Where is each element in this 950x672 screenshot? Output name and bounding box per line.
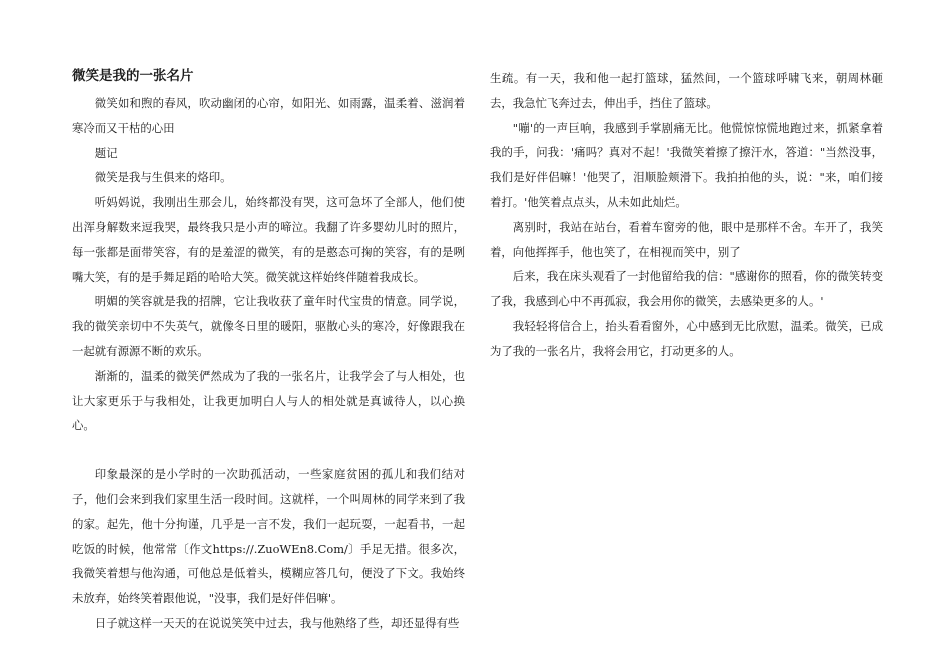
intro-paragraph: 微笑如和煦的春风，吹动幽闭的心帘，如阳光、如雨露，温柔着、滋润着寒冷而又干枯的心田 [72, 96, 465, 135]
paragraph: 日子就这样一天天的在说说笑笑中过去，我与他熟络了些，却还显得有些 [94, 615, 460, 630]
right-column [490, 66, 883, 364]
paragraph: 离别时，我站在站台，看着车窗旁的他，眼中是那样不舍。车开了，我笑着，向他挥挥手，他也笑了，在相视而笑中，别了 [490, 219, 883, 259]
paragraph: 听妈妈说，我刚出生那会儿，始终都没有哭，这可急坏了全部人，他们使出浑身解数来逗我哭，最终我只是小声的啼泣。我翻了许多婴幼儿时的照片，每一张都是面带笑容，有的是羞涩的微笑，有的是憨态可掬的笑容，有的是咧嘴大笑，有的是手舞足蹈的哈哈大笑。微笑就这样始终伴随着我成长。 [72, 195, 465, 284]
paragraph: 我轻轻将信合上，抬头看看窗外，心中感到无比欣慰，温柔。微笑，已成为了我的一张名片，我将会用它，打动更多的人。 [490, 318, 883, 358]
paragraph: 印象最深的是小学时的一次助孤活动，一些家庭贫困的孤儿和我们结对子，他们会来到我们家里生活一段时间。这就样，一个叫周林的同学来到了我的家。起先，他十分拘谨，几乎是一言不发，我们一起玩耍，一起看书，一起吃饭的时候，他常常〔作文https://.ZuoWEn8.Com/〕手足无措。很多次，我微笑着想与他沟通，可他总是低着头，模糊应答几句，便没了下文。我始终未放弃，始终笑着跟他说，"没事，我们是好伴侣嘛'。 [72, 467, 465, 606]
continued-paragraph: 生疏。有一天，我和他一起打篮球，猛然间，一个篮球呼啸飞来，朝周林砸去，我急忙飞奔过去，伸出手，挡住了篮球。 [490, 71, 883, 110]
left-column [72, 66, 465, 636]
paragraph: 微笑是我与生俱来的烙印。 [94, 170, 232, 185]
epigraph-label: 题记 [94, 145, 118, 160]
paragraph-gap [72, 438, 465, 462]
paragraph: "嘣'的一声巨响，我感到手掌剧痛无比。他慌惊惊慌地跑过来，抓紧拿着我的手，问我：'痛吗？真对不起！'我微笑着擦了擦汗水，答道："当然没事，我们是好伴侣嘛！'他哭了，泪顺脸颊滑下。我拍拍他的头，说："来，咱们接着打。'他笑着点点头，从未如此灿烂。 [490, 120, 883, 209]
paragraph: 明媚的笑容就是我的招牌，它让我收获了童年时代宝贵的情意。同学说，我的微笑亲切中不失英气，就像冬日里的暖阳，驱散心头的寒冷，好像跟我在一起就有源源不断的欢乐。 [72, 294, 465, 358]
article-title: 微笑是我的一张名片 [72, 68, 194, 84]
paragraph: 后来，我在床头观看了一封他留给我的信："感谢你的照看，你的微笑转变了我，我感到心中不再孤寂，我会用你的微笑，去感染更多的人。' [490, 269, 883, 309]
paragraph: 渐渐的，温柔的微笑俨然成为了我的一张名片，让我学会了与人相处，也让大家更乐于与我相处，让我更加明白人与人的相处就是真诚待人，以心换心。 [72, 368, 465, 433]
